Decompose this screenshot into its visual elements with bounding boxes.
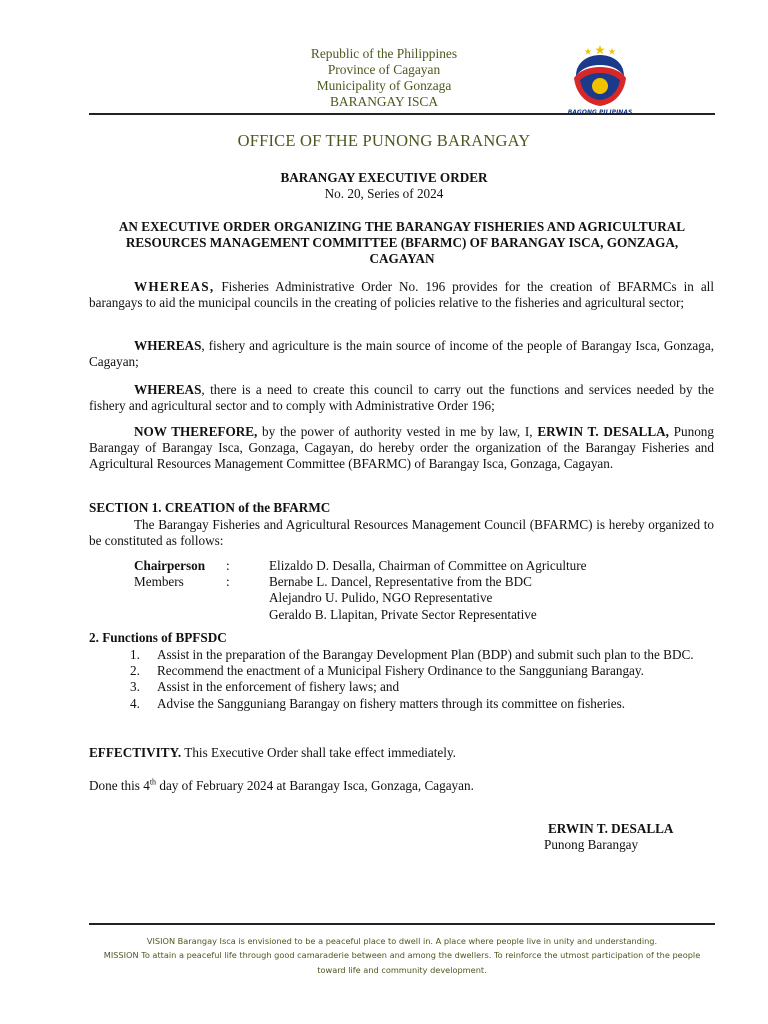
now-therefore-text-b: Punong Barangay of Barangay Isca, Gonzaga, Cagayan, do hereby order the organization of the Barangay Fisheries and Agricultural Resources Management Committee (BFARMC) of Barangay Isca, Gonzaga, Cagayan. [89,424,714,472]
punong-barangay-name: ERWIN T. DESALLA, [537,424,669,439]
order-title: BARANGAY EXECUTIVE ORDER [280,170,488,185]
sun-icon [592,78,608,94]
effectivity-text: This Executive Order shall take effect immediately. [181,745,456,760]
effectivity-clause [89,745,456,761]
list-text: Recommend the enactment of a Municipal Fishery Ordinance to the Sangguniang Barangay. [157,663,644,679]
effectivity-lead: EFFECTIVITY. [89,745,182,760]
now-therefore-clause [89,424,714,473]
done-text-a: Done this 4 [89,778,150,793]
functions-list [130,647,714,712]
whereas-text: , fishery and agriculture is the main source of income of the people of Barangay Isca, Gonzaga, Cagayan; [89,338,714,370]
roster-row-member [134,574,694,590]
whereas-text: Fisheries Administrative Order No. 196 provides for the creation of BFARMCs in all barangays to aid the municipal councils in the creating of policies relative to the fisheries and agricultural sector; [89,279,714,311]
chairperson-name: Elizaldo D. Desalla, Chairman of Committee on Agriculture [269,558,587,573]
mission-statement: MISSION To attain a peaceful life through good camaraderie between and among the dwellers. To reinforce the utmost participation of the people toward life and community development. [103,950,701,975]
section-1-intro: The Barangay Fisheries and Agricultural Resources Management Council (BFARMC) is hereby organized to be constituted as follows: [89,517,714,549]
list-text: Assist in the enforcement of fishery laws; and [157,679,400,695]
done-ordinal: th [149,777,157,787]
chairperson-label: Chairperson [134,558,206,573]
order-heading: AN EXECUTIVE ORDER ORGANIZING THE BARANGAY FISHERIES AND AGRICULTURAL RESOURCES MANAGEMENT COMMITTEE (BFARMC) OF BARANGAY ISCA, GONZAGA, CAGAYAN [118,219,686,266]
roster-colon: : [226,574,230,590]
done-date-line [89,778,474,794]
letterhead-line-barangay: BARANGAY ISCA [329,94,438,109]
signatory-title: Punong Barangay [544,837,639,852]
whereas-clause-1 [89,279,714,311]
list-item [130,663,714,679]
roster-row-member [134,607,694,623]
now-therefore-text-a: by the power of authority vested in me by law, I, [257,424,538,439]
roster-row-member [134,590,694,606]
order-number: No. 20, Series of 2024 [324,186,444,201]
roster-colon: : [226,558,230,573]
roster-row-chair [134,558,694,574]
done-text-b: day of February 2024 at Barangay Isca, Gonzaga, Cagayan. [156,778,474,793]
committee-roster [134,558,694,623]
whereas-lead: WHEREAS [134,382,202,397]
whereas-lead: WHEREAS [134,338,202,353]
letterhead-line-republic: Republic of the Philippines [310,46,458,61]
header-divider [89,113,715,115]
list-number: 3. [130,679,140,695]
list-item [130,696,714,712]
signatory-name: ERWIN T. DESALLA [548,821,674,836]
footer-divider [89,923,715,925]
footer [89,934,715,977]
members-label: Members [134,574,184,590]
section-2-title: 2. Functions of BPFSDC [89,630,227,645]
list-number: 2. [130,663,140,679]
member-name: Geraldo B. Llapitan, Private Sector Representative [269,606,537,622]
letterhead-line-province: Province of Cagayan [327,62,441,77]
whereas-text: , there is a need to create this council to carry out the functions and services needed by the fishery and agricultural sector and to comply with Administrative Order 196; [89,382,714,414]
list-item [130,647,714,663]
member-name: Alejandro U. Pulido, NGO Representative [269,590,493,606]
letterhead-line-municipality: Municipality of Gonzaga [316,78,452,93]
now-therefore-lead: NOW THEREFORE, [134,424,258,439]
list-number: 1. [130,647,140,662]
list-number: 4. [130,695,140,711]
letterhead [0,46,768,110]
whereas-clause-3 [89,382,714,414]
list-item [130,679,714,695]
list-text: Assist in the preparation of the Barangay Development Plan (BDP) and submit such plan to the BDC. [157,647,694,662]
list-text: Advise the Sangguniang Barangay on fishery matters through its committee on fisheries. [157,695,626,711]
member-name: Bernabe L. Dancel, Representative from the BDC [269,574,532,590]
section-1-title: SECTION 1. CREATION of the BFARMC [89,500,331,515]
star-icon [585,45,616,55]
office-title: OFFICE OF THE PUNONG BARANGAY [237,131,531,150]
whereas-clause-2 [89,338,714,370]
bagong-pilipinas-logo [566,44,634,116]
whereas-lead: WHEREAS, [134,279,215,294]
vision-statement: VISION Barangay Isca is envisioned to be a peaceful place to dwell in. A place where people live in unity and understanding. [146,936,658,946]
